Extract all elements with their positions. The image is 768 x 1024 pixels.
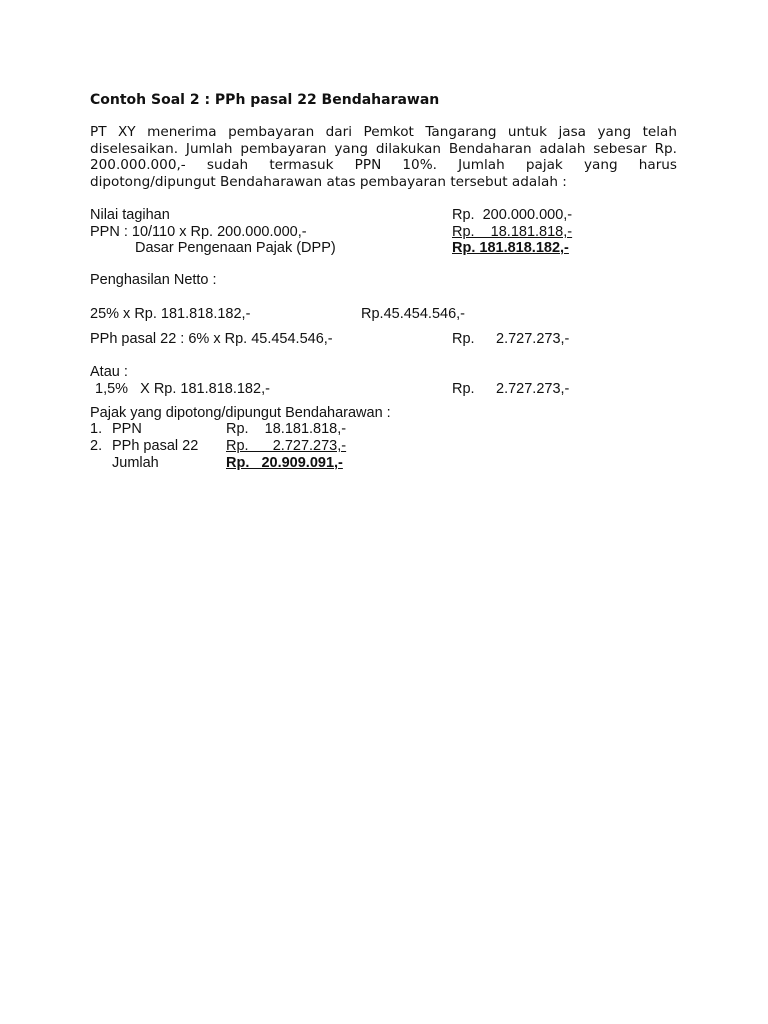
summary-item-label: PPN (112, 421, 142, 437)
dpp-label: Dasar Pengenaan Pajak (DPP) (135, 240, 336, 256)
atau-row-value: 2.727.273,- (496, 381, 570, 397)
document-title: Contoh Soal 2 : PPh pasal 22 Bendaharawan (90, 92, 440, 108)
intro-paragraph (90, 124, 677, 190)
dpp-value: Rp. 181.818.182,- (452, 240, 569, 256)
ppn-calc-value: Rp. 18.181.818,- (452, 224, 573, 240)
summary-item-value: Rp. 18.181.818,- (226, 421, 347, 437)
summary-heading: Pajak yang dipotong/dipungut Bendaharawan : (90, 405, 391, 421)
netto-row-value: Rp.45.454.546,- (361, 306, 465, 322)
summary-item-num: 2. (90, 438, 103, 454)
intro-line: diselesaikan. Jumlah pembayaran yang dilakukan Bendaharan adalah sebesar Rp. (90, 140, 677, 157)
summary-item-num: 1. (90, 421, 103, 437)
intro-line: 200.000.000,- sudah termasuk PPN 10%. Jumlah pajak yang harus (90, 157, 677, 173)
pph22-rp: Rp. (452, 331, 475, 347)
atau-row-label: 1,5% X Rp. 181.818.182,- (95, 381, 270, 397)
nilai-tagihan-label: Nilai tagihan (90, 207, 170, 223)
ppn-calc-label: PPN : 10/110 x Rp. 200.000.000,- (90, 224, 307, 240)
netto-heading: Penghasilan Netto : (90, 272, 217, 288)
atau-row-rp: Rp. (452, 381, 475, 397)
summary-total-value: Rp. 20.909.091,- (226, 455, 343, 471)
summary-item-label: PPh pasal 22 (112, 438, 199, 454)
intro-line: PT XY menerima pembayaran dari Pemkot Tangarang untuk jasa yang telah (90, 124, 677, 140)
summary-item-value: Rp. 2.727.273,- (226, 438, 347, 454)
netto-row-label: 25% x Rp. 181.818.182,- (90, 306, 251, 322)
atau-heading: Atau : (90, 364, 128, 380)
pph22-label: PPh pasal 22 : 6% x Rp. 45.454.546,- (90, 331, 333, 347)
summary-total-label: Jumlah (112, 455, 159, 471)
pph22-value: 2.727.273,- (496, 331, 570, 347)
intro-line: dipotong/dipungut Bendaharawan atas pembayaran tersebut adalah : (90, 173, 567, 190)
nilai-tagihan-value: Rp. 200.000.000,- (452, 207, 573, 223)
